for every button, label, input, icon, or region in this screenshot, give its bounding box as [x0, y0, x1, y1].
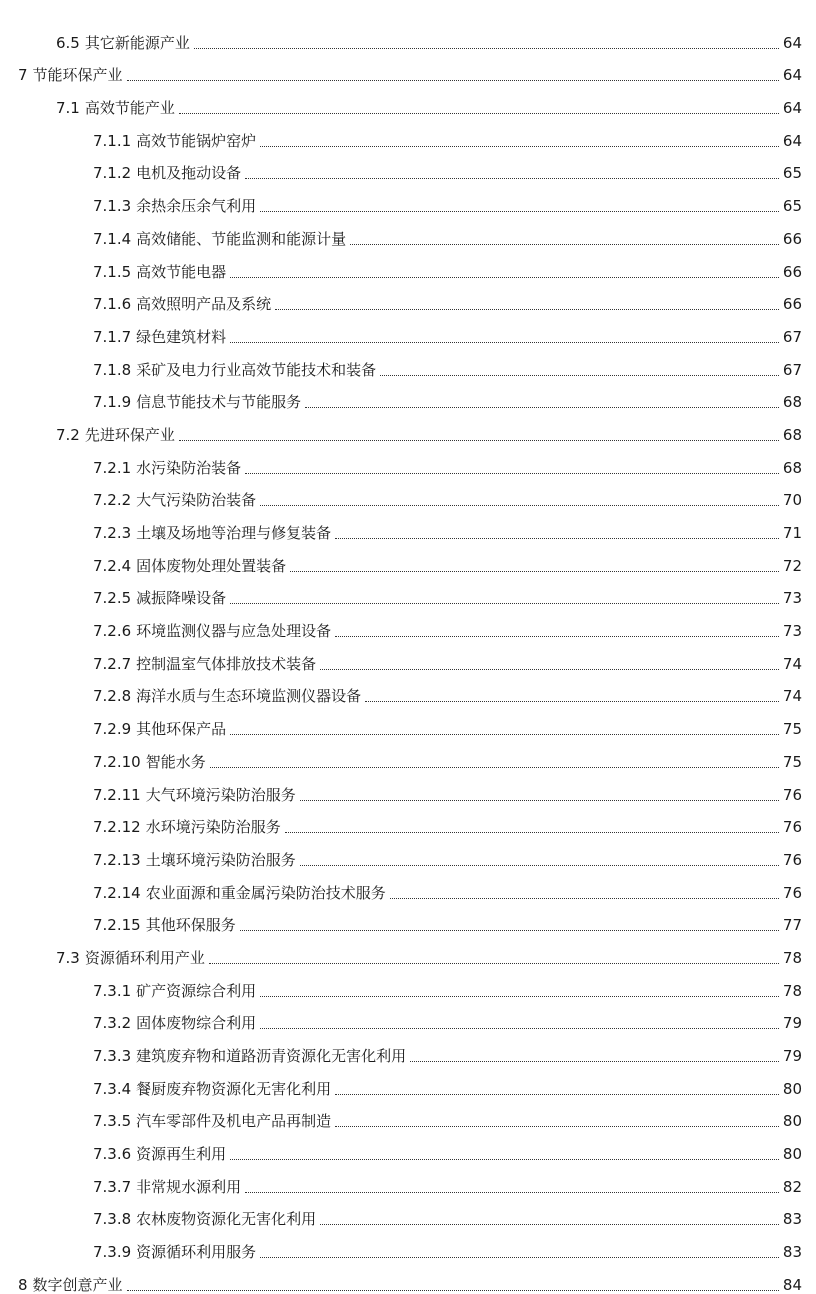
toc-entry-title: 农业面源和重金属污染防治技术服务	[145, 883, 386, 902]
toc-page-number: 76	[782, 883, 802, 902]
toc-entry-title: 农林废物资源化无害化利用	[136, 1210, 317, 1229]
toc-entry-number: 7.3.4	[93, 1079, 132, 1098]
toc-entry-title: 固体废物综合利用	[136, 1014, 257, 1033]
toc-entry[interactable]	[0, 52, 816, 85]
toc-dot-leader	[335, 636, 779, 637]
toc-page-number: 66	[782, 229, 802, 248]
toc-page-number: 83	[782, 1243, 802, 1262]
toc-entry-number: 7.3.9	[93, 1243, 132, 1262]
toc-entry-heading	[18, 67, 123, 84]
toc-dot-leader	[260, 146, 779, 147]
toc-entry-heading	[93, 1113, 331, 1130]
toc-entry[interactable]	[0, 869, 816, 902]
toc-entry-title: 土壤及场地等治理与修复装备	[136, 524, 332, 542]
toc-page-number: 74	[782, 654, 802, 673]
toc-entry-number: 8	[18, 1275, 28, 1294]
toc-entry[interactable]	[0, 509, 816, 542]
toc-entry-title: 绿色建筑材料	[136, 327, 227, 346]
toc-entry-heading	[93, 754, 206, 771]
toc-entry-heading	[93, 787, 296, 804]
toc-page-number: 68	[782, 393, 802, 412]
toc-entry[interactable]	[0, 215, 816, 248]
toc-entry[interactable]	[0, 804, 816, 837]
toc-entry-heading	[56, 950, 205, 967]
toc-entry-heading	[93, 1048, 406, 1065]
toc-entry-number: 7.2.2	[93, 491, 132, 510]
toc-page-number: 74	[782, 687, 802, 706]
toc-entry-number: 7.1.9	[93, 393, 132, 412]
toc-entry-heading	[93, 394, 301, 411]
toc-entry-title: 其他环保产品	[136, 720, 227, 739]
toc-entry-title: 矿产资源综合利用	[136, 981, 257, 1000]
toc-dot-leader	[260, 1257, 779, 1258]
toc-entry[interactable]	[0, 771, 816, 804]
toc-entry-heading	[93, 721, 226, 738]
toc-entry[interactable]	[0, 248, 816, 281]
toc-entry-heading	[93, 1146, 226, 1163]
toc-dot-leader	[390, 898, 779, 899]
toc-entry-heading	[93, 1015, 256, 1032]
toc-page-number: 78	[782, 948, 802, 967]
toc-page-number: 65	[782, 164, 802, 183]
toc-dot-leader	[210, 767, 779, 768]
toc-entry-heading	[56, 35, 190, 52]
toc-entry[interactable]	[0, 902, 816, 935]
toc-dot-leader	[245, 1192, 779, 1193]
toc-entry-heading	[93, 1244, 256, 1261]
toc-page-number: 84	[782, 1275, 802, 1294]
toc-entry-title: 控制温室气体排放技术装备	[136, 654, 317, 673]
toc-entry-title: 减振降噪设备	[136, 589, 227, 608]
toc-entry[interactable]	[0, 1130, 816, 1163]
toc-page-number: 80	[782, 1079, 802, 1098]
toc-entry-title: 高效储能、节能监测和能源计量	[136, 229, 347, 248]
toc-entry[interactable]	[0, 117, 816, 150]
toc-entry-title: 数字创意产业	[32, 1275, 123, 1294]
toc-page-number: 73	[782, 622, 802, 641]
toc-entry-heading	[93, 231, 346, 248]
toc-entry[interactable]	[0, 673, 816, 706]
toc-entry-heading	[93, 688, 361, 705]
toc-entry-title: 汽车零部件及机电产品再制造	[136, 1112, 332, 1131]
toc-entry-title: 其它新能源产业	[84, 33, 190, 52]
toc-entry-number: 7.1.3	[93, 197, 132, 216]
toc-entry-title: 土壤环境污染防治服务	[145, 850, 296, 869]
toc-dot-leader	[365, 701, 779, 702]
toc-entry-number: 7.2.9	[93, 720, 132, 739]
toc-entry[interactable]	[0, 84, 816, 117]
toc-dot-leader	[230, 1159, 779, 1160]
toc-entry-title: 智能水务	[145, 752, 206, 771]
toc-page-number: 79	[782, 1047, 802, 1065]
toc-entry-number: 7.3.6	[93, 1145, 132, 1164]
toc-entry-number: 7.2.3	[93, 524, 132, 542]
toc-entry[interactable]	[0, 836, 816, 869]
toc-entry-heading	[93, 885, 386, 902]
toc-dot-leader	[300, 865, 779, 866]
toc-dot-leader	[335, 1094, 779, 1095]
toc-entry-number: 7.3.8	[93, 1210, 132, 1229]
toc-entry-number: 7.1.8	[93, 360, 132, 379]
toc-dot-leader	[240, 930, 779, 931]
toc-entry[interactable]	[0, 640, 816, 673]
toc-page-number: 80	[782, 1145, 802, 1164]
toc-entry[interactable]	[0, 607, 816, 640]
toc-dot-leader	[127, 80, 779, 81]
toc-entry-number: 7.2.8	[93, 687, 132, 706]
toc-entry[interactable]	[0, 1065, 816, 1098]
toc-page-number: 70	[782, 491, 802, 510]
toc-entry-heading	[93, 264, 226, 281]
toc-page-number: 64	[782, 66, 802, 85]
toc-page-number: 75	[782, 752, 802, 771]
toc-entry-heading	[93, 590, 226, 607]
toc-page-number: 76	[782, 850, 802, 869]
toc-entry-title: 大气环境污染防治服务	[145, 785, 296, 804]
toc-dot-leader	[290, 571, 779, 572]
toc-page-number: 83	[782, 1210, 802, 1229]
toc-dot-leader	[285, 832, 779, 833]
toc-page-number: 76	[782, 818, 802, 837]
toc-entry-number: 7.2.7	[93, 654, 132, 673]
toc-page-number: 79	[782, 1014, 802, 1033]
toc-entry[interactable]	[0, 1000, 816, 1033]
toc-page-number: 67	[782, 327, 802, 346]
toc-entry-title: 环境监测仪器与应急处理设备	[136, 622, 332, 641]
toc-dot-leader	[300, 800, 779, 801]
toc-entry-heading	[93, 165, 241, 182]
toc-entry-heading	[93, 1211, 316, 1228]
toc-page-number: 66	[782, 295, 802, 314]
toc-entry-number: 7.2.1	[93, 458, 132, 477]
toc-dot-leader	[127, 1290, 779, 1291]
toc-page-number: 66	[782, 262, 802, 281]
toc-entry-title: 资源再生利用	[136, 1145, 227, 1164]
toc-dot-leader	[245, 178, 779, 179]
toc-dot-leader	[410, 1061, 779, 1062]
toc-entry[interactable]	[0, 1228, 816, 1261]
toc-dot-leader	[245, 473, 779, 474]
toc-page-number: 73	[782, 589, 802, 608]
toc-dot-leader	[320, 1224, 779, 1225]
toc-entry-number: 7.2.12	[93, 818, 141, 837]
toc-dot-leader	[260, 1028, 779, 1029]
toc-entry-title: 高效照明产品及系统	[136, 295, 272, 314]
toc-entry-number: 7.2.13	[93, 850, 141, 869]
toc-dot-leader	[230, 603, 779, 604]
toc-dot-leader	[275, 309, 779, 310]
toc-entry-heading	[93, 296, 271, 313]
toc-entry-number: 7.3.5	[93, 1112, 132, 1131]
toc-entry-number: 7.2	[56, 425, 80, 444]
toc-entry-heading	[93, 362, 376, 379]
toc-entry-number: 7.2.10	[93, 752, 141, 771]
toc-dot-leader	[230, 734, 779, 735]
toc-dot-leader	[260, 211, 779, 212]
toc-entry-heading	[93, 133, 256, 150]
toc-entry[interactable]	[0, 150, 816, 183]
toc-entry[interactable]	[0, 934, 816, 967]
toc-entry-heading	[93, 525, 331, 542]
toc-entry-heading	[93, 917, 236, 934]
toc-dot-leader	[305, 407, 779, 408]
table-of-contents	[0, 19, 816, 1294]
toc-entry-heading	[93, 819, 281, 836]
toc-page-number: 76	[782, 785, 802, 804]
toc-entry-title: 电机及拖动设备	[136, 164, 242, 183]
toc-entry-heading	[93, 623, 331, 640]
toc-entry-number: 7.1	[56, 99, 80, 118]
toc-entry[interactable]	[0, 542, 816, 575]
toc-dot-leader	[260, 505, 779, 506]
toc-page-number: 75	[782, 720, 802, 739]
toc-entry[interactable]	[0, 575, 816, 608]
toc-entry-heading	[93, 656, 316, 673]
toc-entry-heading	[93, 852, 296, 869]
toc-entry-number: 7.2.6	[93, 622, 132, 641]
toc-entry-number: 7.3.3	[93, 1047, 132, 1065]
toc-entry-heading	[56, 427, 175, 444]
toc-entry-number: 7.2.5	[93, 589, 132, 608]
toc-entry-number: 7.1.1	[93, 131, 132, 150]
toc-entry-heading	[93, 558, 286, 575]
toc-page-number: 68	[782, 425, 802, 444]
toc-dot-leader	[335, 1126, 779, 1127]
toc-entry-heading	[93, 492, 256, 509]
toc-page-number: 68	[782, 458, 802, 477]
toc-dot-leader	[380, 375, 779, 376]
toc-entry-title: 余热余压余气利用	[136, 197, 257, 216]
toc-entry-title: 高效节能电器	[136, 262, 227, 281]
toc-entry-title: 水环境污染防治服务	[145, 818, 281, 837]
toc-entry[interactable]	[0, 19, 816, 52]
toc-page-number: 77	[782, 916, 802, 935]
toc-entry-number: 7.3.7	[93, 1177, 132, 1196]
toc-entry-number: 7.2.4	[93, 556, 132, 575]
toc-page-number: 65	[782, 197, 802, 216]
toc-dot-leader	[230, 277, 779, 278]
toc-entry[interactable]	[0, 1032, 816, 1065]
toc-entry-heading	[18, 1277, 123, 1294]
toc-dot-leader	[194, 48, 779, 49]
toc-entry-heading	[93, 1081, 331, 1098]
toc-entry-title: 水污染防治装备	[136, 458, 242, 477]
toc-entry-number: 7.3.2	[93, 1014, 132, 1033]
toc-entry-title: 资源循环利用服务	[136, 1243, 257, 1262]
toc-dot-leader	[179, 440, 779, 441]
toc-entry-title: 信息节能技术与节能服务	[136, 393, 302, 412]
toc-entry-title: 节能环保产业	[32, 66, 123, 85]
toc-entry-heading	[93, 1179, 241, 1196]
toc-entry-title: 大气污染防治装备	[136, 491, 257, 510]
toc-entry[interactable]	[0, 967, 816, 1000]
toc-page-number: 78	[782, 981, 802, 1000]
toc-page-number: 64	[782, 131, 802, 150]
toc-entry-title: 资源循环利用产业	[84, 948, 205, 967]
toc-entry-title: 采矿及电力行业高效节能技术和装备	[136, 360, 377, 379]
toc-entry[interactable]	[0, 444, 816, 477]
toc-entry-number: 7.1.2	[93, 164, 132, 183]
toc-entry-number: 7.2.14	[93, 883, 141, 902]
toc-entry-title: 非常规水源利用	[136, 1177, 242, 1196]
toc-page-number: 64	[782, 99, 802, 118]
toc-dot-leader	[335, 538, 779, 539]
toc-entry[interactable]	[0, 1098, 816, 1131]
toc-entry-number: 7.1.4	[93, 229, 132, 248]
toc-page-number: 71	[782, 524, 802, 542]
toc-entry[interactable]	[0, 281, 816, 314]
toc-entry[interactable]	[0, 346, 816, 379]
toc-entry[interactable]	[0, 1163, 816, 1196]
toc-entry[interactable]	[0, 182, 816, 215]
toc-entry-heading	[93, 329, 226, 346]
toc-dot-leader	[230, 342, 779, 343]
toc-entry[interactable]	[0, 477, 816, 510]
toc-entry[interactable]	[0, 411, 816, 444]
toc-dot-leader	[260, 996, 779, 997]
toc-entry[interactable]	[0, 313, 816, 346]
toc-entry-number: 7.1.6	[93, 295, 132, 314]
toc-entry-number: 7.3.1	[93, 981, 132, 1000]
toc-entry-title: 其他环保服务	[145, 916, 236, 935]
toc-entry-title: 餐厨废弃物资源化无害化利用	[136, 1079, 332, 1098]
toc-entry-number: 7.2.15	[93, 916, 141, 935]
toc-entry[interactable]	[0, 1196, 816, 1229]
toc-entry-number: 7	[18, 66, 28, 85]
toc-entry-heading	[93, 460, 241, 477]
toc-entry-heading	[56, 100, 175, 117]
toc-entry[interactable]	[0, 1261, 816, 1294]
toc-entry-number: 7.2.11	[93, 785, 141, 804]
toc-page-number: 80	[782, 1112, 802, 1131]
toc-entry[interactable]	[0, 738, 816, 771]
toc-entry-number: 7.1.5	[93, 262, 132, 281]
toc-entry-title: 海洋水质与生态环境监测仪器设备	[136, 687, 362, 706]
toc-dot-leader	[320, 669, 779, 670]
toc-page-number: 67	[782, 360, 802, 379]
toc-page-number: 72	[782, 556, 802, 575]
toc-entry-number: 6.5	[56, 33, 80, 52]
toc-entry-title: 建筑废弃物和道路沥青资源化无害化利用	[136, 1047, 407, 1065]
toc-entry-heading	[93, 198, 256, 215]
toc-dot-leader	[179, 113, 779, 114]
toc-entry[interactable]	[0, 705, 816, 738]
toc-page-number: 64	[782, 33, 802, 52]
toc-page-number: 82	[782, 1177, 802, 1196]
toc-entry-title: 高效节能产业	[84, 99, 175, 118]
toc-entry-title: 先进环保产业	[84, 425, 175, 444]
toc-dot-leader	[209, 963, 779, 964]
toc-entry-number: 7.1.7	[93, 327, 132, 346]
toc-entry-title: 高效节能锅炉窑炉	[136, 131, 257, 150]
toc-entry[interactable]	[0, 379, 816, 412]
toc-dot-leader	[350, 244, 779, 245]
toc-entry-number: 7.3	[56, 948, 80, 967]
toc-entry-title: 固体废物处理处置装备	[136, 556, 287, 575]
toc-entry-heading	[93, 983, 256, 1000]
